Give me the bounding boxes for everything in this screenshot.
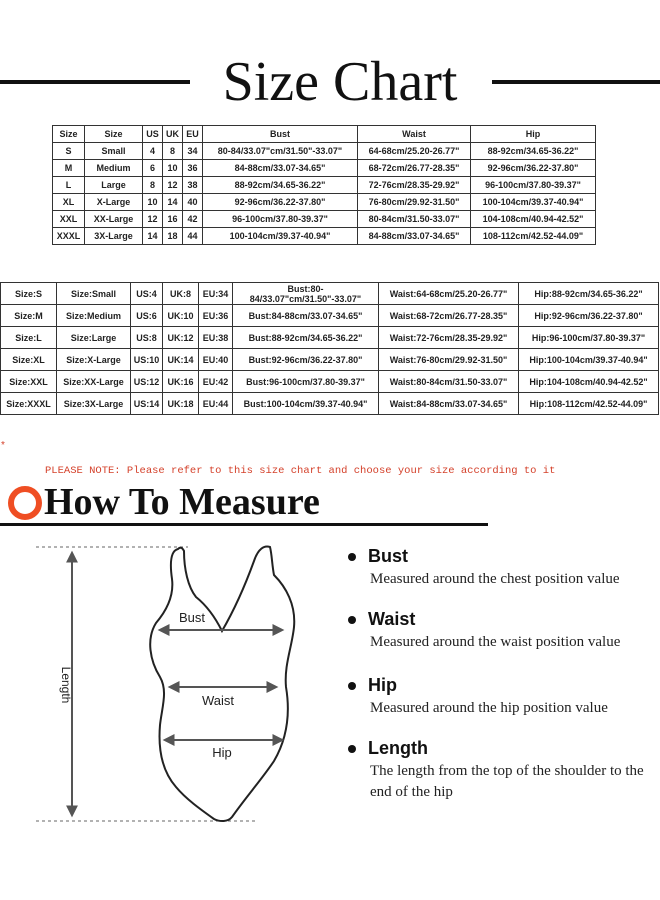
cell-us: 6 bbox=[143, 160, 163, 177]
measure-bust bbox=[348, 546, 660, 590]
cell-hip: 88-92cm/34.65-36.22" bbox=[471, 143, 596, 160]
cell-size-name: Size:Small bbox=[57, 283, 131, 305]
measure-desc: Measured around the hip position value bbox=[370, 700, 608, 716]
cell-us: US:10 bbox=[131, 349, 163, 371]
table-row bbox=[1, 349, 659, 371]
cell-uk: 16 bbox=[163, 211, 183, 228]
red-asterisk: * bbox=[1, 440, 5, 451]
cell-waist: Waist:72-76cm/28.35-29.92" bbox=[379, 327, 519, 349]
cell-eu: 42 bbox=[183, 211, 203, 228]
cell-bust: 88-92cm/34.65-36.22" bbox=[203, 177, 358, 194]
measure-term: Bust bbox=[368, 546, 408, 566]
page-title: Size Chart bbox=[222, 51, 458, 113]
table-row bbox=[53, 228, 596, 245]
cell-uk: UK:18 bbox=[163, 393, 199, 415]
cell-uk: 18 bbox=[163, 228, 183, 245]
cell-eu: 34 bbox=[183, 143, 203, 160]
cell-waist: 64-68cm/25.20-26.77" bbox=[358, 143, 471, 160]
bullet-icon bbox=[348, 745, 356, 753]
size-chart-header bbox=[0, 52, 660, 112]
cell-waist: 72-76cm/28.35-29.92" bbox=[358, 177, 471, 194]
table-row bbox=[1, 393, 659, 415]
cell-uk: 8 bbox=[163, 143, 183, 160]
cell-eu: EU:36 bbox=[199, 305, 233, 327]
cell-waist: 76-80cm/29.92-31.50" bbox=[358, 194, 471, 211]
cell-bust: Bust:100-104cm/39.37-40.94" bbox=[233, 393, 379, 415]
header-size-name: Size bbox=[85, 126, 143, 143]
header-uk: UK bbox=[163, 126, 183, 143]
size-table-primary bbox=[52, 125, 596, 245]
cell-size-code: XXXL bbox=[53, 228, 85, 245]
cell-waist: Waist:76-80cm/29.92-31.50" bbox=[379, 349, 519, 371]
cell-us: 4 bbox=[143, 143, 163, 160]
measure-term: Length bbox=[368, 738, 428, 758]
table-row bbox=[53, 194, 596, 211]
bullet-icon bbox=[348, 682, 356, 690]
cell-hip: Hip:104-108cm/40.94-42.52" bbox=[519, 371, 659, 393]
cell-waist: Waist:64-68cm/25.20-26.77" bbox=[379, 283, 519, 305]
cell-uk: UK:14 bbox=[163, 349, 199, 371]
measure-desc: Measured around the waist position value bbox=[370, 634, 621, 650]
cell-us: US:4 bbox=[131, 283, 163, 305]
cell-size-code: Size:L bbox=[1, 327, 57, 349]
cell-waist: 84-88cm/33.07-34.65" bbox=[358, 228, 471, 245]
table-row bbox=[1, 283, 659, 305]
cell-size-name: Size:X-Large bbox=[57, 349, 131, 371]
title-rule-right bbox=[492, 80, 660, 84]
table-row bbox=[53, 160, 596, 177]
cell-bust: Bust:84-88cm/33.07-34.65" bbox=[233, 305, 379, 327]
cell-waist: 80-84cm/31.50-33.07" bbox=[358, 211, 471, 228]
bodysuit-outline bbox=[150, 547, 294, 822]
table-row bbox=[1, 305, 659, 327]
bodysuit-figure bbox=[0, 535, 340, 835]
table-row bbox=[53, 211, 596, 228]
cell-size-code: XL bbox=[53, 194, 85, 211]
cell-us: 12 bbox=[143, 211, 163, 228]
cell-hip: 96-100cm/37.80-39.37" bbox=[471, 177, 596, 194]
measure-desc: The length from the top of the shoulder to the end of the hip bbox=[370, 763, 644, 800]
measure-length bbox=[348, 738, 660, 803]
cell-eu: EU:34 bbox=[199, 283, 233, 305]
cell-eu: EU:40 bbox=[199, 349, 233, 371]
cell-waist: Waist:84-88cm/33.07-34.65" bbox=[379, 393, 519, 415]
bullet-icon bbox=[348, 616, 356, 624]
cell-us: US:8 bbox=[131, 327, 163, 349]
cell-size-code: Size:S bbox=[1, 283, 57, 305]
cell-uk: UK:10 bbox=[163, 305, 199, 327]
measure-desc: Measured around the chest position value bbox=[370, 571, 620, 587]
length-label: Length bbox=[59, 666, 73, 704]
cell-bust: Bust:88-92cm/34.65-36.22" bbox=[233, 327, 379, 349]
measure-term: Waist bbox=[368, 609, 416, 629]
cell-us: 14 bbox=[143, 228, 163, 245]
cell-bust: Bust:96-100cm/37.80-39.37" bbox=[233, 371, 379, 393]
cell-size-code: Size:XXL bbox=[1, 371, 57, 393]
header-us: US bbox=[143, 126, 163, 143]
cell-us: US:14 bbox=[131, 393, 163, 415]
cell-uk: UK:8 bbox=[163, 283, 199, 305]
cell-size-name: 3X-Large bbox=[85, 228, 143, 245]
cell-hip: Hip:96-100cm/37.80-39.37" bbox=[519, 327, 659, 349]
measure-term: Hip bbox=[368, 675, 397, 695]
waist-figure-label: Waist bbox=[201, 693, 235, 708]
cell-size-code: Size:XL bbox=[1, 349, 57, 371]
cell-size-name: Size:3X-Large bbox=[57, 393, 131, 415]
cell-uk: 14 bbox=[163, 194, 183, 211]
measure-hip bbox=[348, 675, 660, 719]
cell-hip: 108-112cm/42.52-44.09" bbox=[471, 228, 596, 245]
cell-uk: UK:12 bbox=[163, 327, 199, 349]
cell-eu: 38 bbox=[183, 177, 203, 194]
cell-bust: 84-88cm/33.07-34.65" bbox=[203, 160, 358, 177]
cell-hip: 104-108cm/40.94-42.52" bbox=[471, 211, 596, 228]
cell-us: US:12 bbox=[131, 371, 163, 393]
cell-hip: Hip:88-92cm/34.65-36.22" bbox=[519, 283, 659, 305]
hip-figure-label: Hip bbox=[212, 745, 232, 760]
cell-us: 8 bbox=[143, 177, 163, 194]
cell-hip: Hip:108-112cm/42.52-44.09" bbox=[519, 393, 659, 415]
cell-hip: 100-104cm/39.37-40.94" bbox=[471, 194, 596, 211]
cell-size-code: XXL bbox=[53, 211, 85, 228]
cell-eu: 44 bbox=[183, 228, 203, 245]
cell-size-name: Large bbox=[85, 177, 143, 194]
cell-bust: 92-96cm/36.22-37.80" bbox=[203, 194, 358, 211]
header-hip: Hip bbox=[471, 126, 596, 143]
cell-waist: Waist:80-84cm/31.50-33.07" bbox=[379, 371, 519, 393]
cell-us: US:6 bbox=[131, 305, 163, 327]
cell-eu: EU:42 bbox=[199, 371, 233, 393]
title-rule-left bbox=[0, 80, 190, 84]
cell-size-name: XX-Large bbox=[85, 211, 143, 228]
cell-waist: 68-72cm/26.77-28.35" bbox=[358, 160, 471, 177]
cell-hip: 92-96cm/36.22-37.80" bbox=[471, 160, 596, 177]
bust-figure-label: Bust bbox=[178, 610, 206, 625]
cell-us: 10 bbox=[143, 194, 163, 211]
header-eu: EU bbox=[183, 126, 203, 143]
orange-ring-icon bbox=[8, 486, 42, 520]
header-size-code: Size bbox=[53, 126, 85, 143]
cell-eu: EU:44 bbox=[199, 393, 233, 415]
cell-bust: 100-104cm/39.37-40.94" bbox=[203, 228, 358, 245]
table-row bbox=[1, 371, 659, 393]
measure-waist bbox=[348, 609, 660, 653]
bullet-icon bbox=[348, 553, 356, 561]
cell-size-code: S bbox=[53, 143, 85, 160]
cell-size-name: Size:XX-Large bbox=[57, 371, 131, 393]
cell-size-name: Size:Medium bbox=[57, 305, 131, 327]
cell-waist: Waist:68-72cm/26.77-28.35" bbox=[379, 305, 519, 327]
cell-uk: 10 bbox=[163, 160, 183, 177]
header-waist: Waist bbox=[358, 126, 471, 143]
table-header-row bbox=[53, 126, 596, 143]
cell-bust: Bust:92-96cm/36.22-37.80" bbox=[233, 349, 379, 371]
cell-uk: 12 bbox=[163, 177, 183, 194]
cell-size-name: X-Large bbox=[85, 194, 143, 211]
cell-bust: Bust:80-84/33.07"cm/31.50"-33.07" bbox=[233, 283, 379, 305]
cell-bust: 80-84/33.07"cm/31.50"-33.07" bbox=[203, 143, 358, 160]
how-to-measure-header bbox=[0, 480, 660, 530]
cell-size-code: M bbox=[53, 160, 85, 177]
size-table-labeled bbox=[0, 282, 659, 415]
cell-hip: Hip:92-96cm/36.22-37.80" bbox=[519, 305, 659, 327]
header-bust: Bust bbox=[203, 126, 358, 143]
cell-eu: EU:38 bbox=[199, 327, 233, 349]
cell-uk: UK:16 bbox=[163, 371, 199, 393]
cell-size-name: Size:Large bbox=[57, 327, 131, 349]
cell-size-name: Small bbox=[85, 143, 143, 160]
section-title: How To Measure bbox=[44, 481, 320, 523]
cell-eu: 40 bbox=[183, 194, 203, 211]
cell-size-code: Size:XXXL bbox=[1, 393, 57, 415]
table-row bbox=[53, 177, 596, 194]
cell-size-code: L bbox=[53, 177, 85, 194]
table-row bbox=[53, 143, 596, 160]
cell-hip: Hip:100-104cm/39.37-40.94" bbox=[519, 349, 659, 371]
cell-bust: 96-100cm/37.80-39.37" bbox=[203, 211, 358, 228]
size-note: PLEASE NOTE: Please refer to this size chart and choose your size according to it bbox=[45, 465, 556, 477]
section-underline bbox=[0, 523, 488, 526]
cell-eu: 36 bbox=[183, 160, 203, 177]
cell-size-name: Medium bbox=[85, 160, 143, 177]
cell-size-code: Size:M bbox=[1, 305, 57, 327]
table-row bbox=[1, 327, 659, 349]
